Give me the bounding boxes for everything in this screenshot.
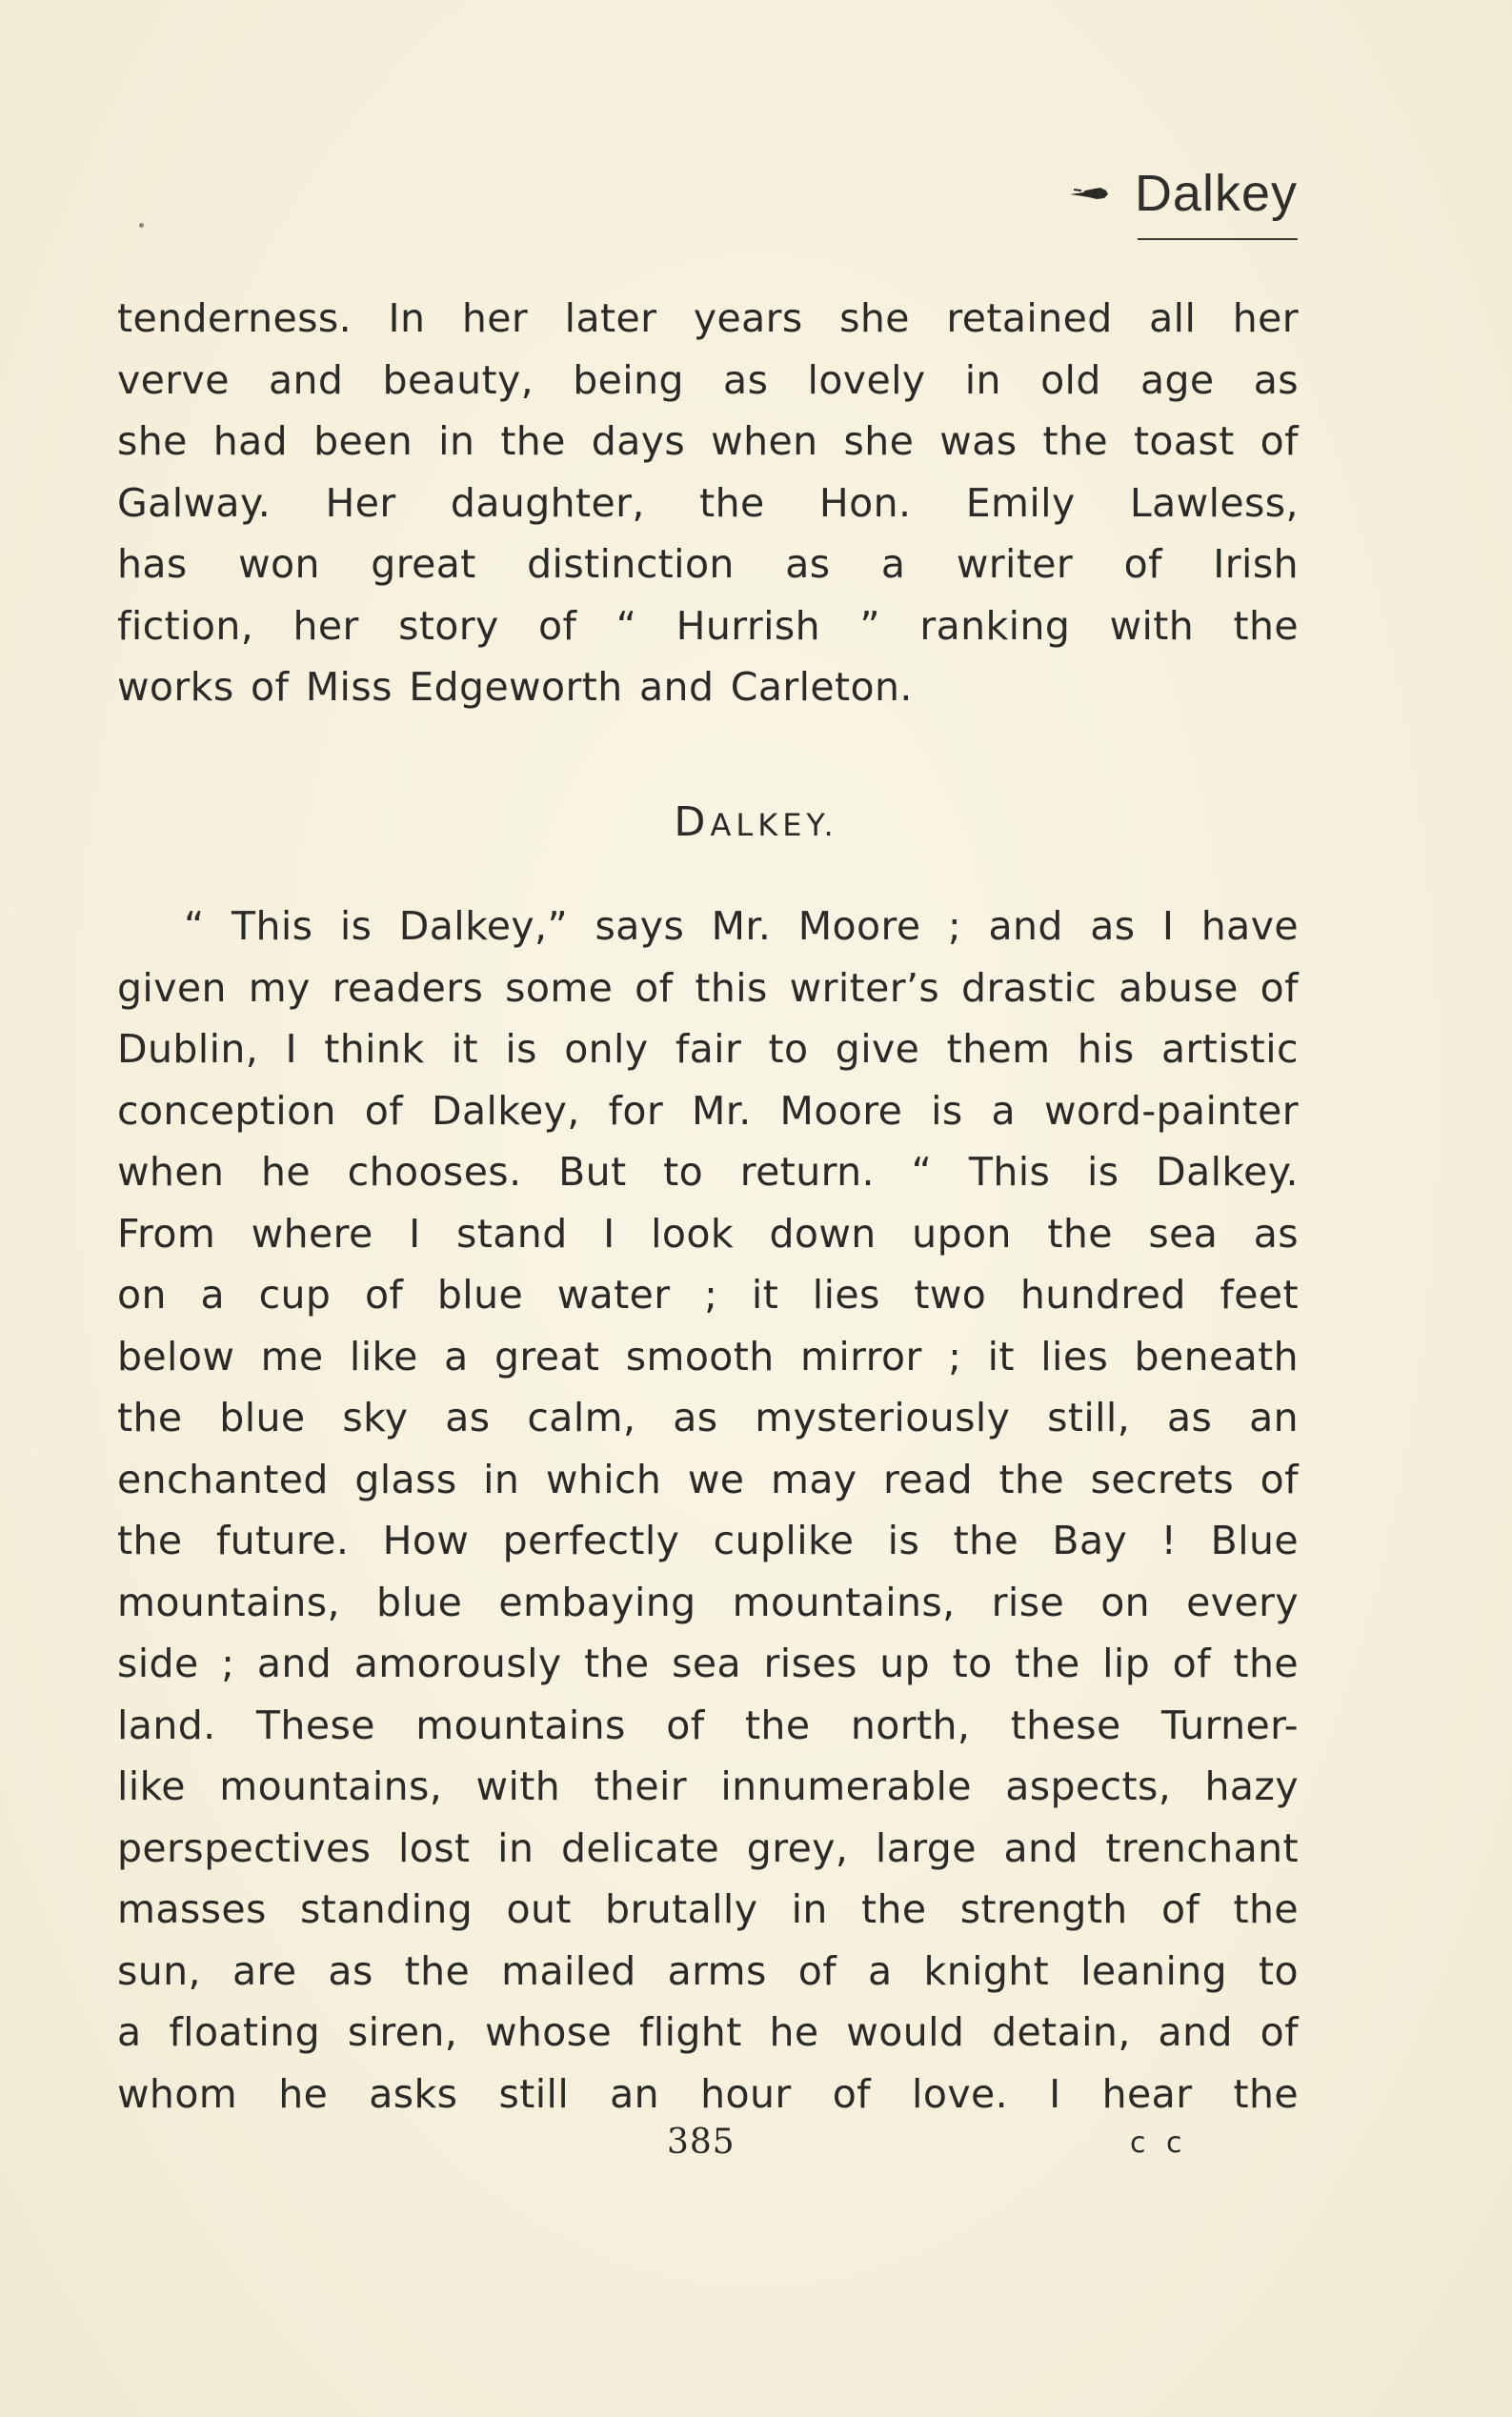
text-line: From where I stand I look down upon the sea as (117, 1210, 1299, 1257)
paragraph-continued (117, 288, 1299, 718)
text-line: a floating siren, whose flight he would detain, and of (117, 2009, 1299, 2055)
page-footer (0, 2123, 1512, 2180)
text-line: mountains, blue embaying mountains, rise on every (117, 1579, 1299, 1625)
text-line: like mountains, with their innumerable aspects, hazy (117, 1763, 1299, 1809)
text-line: conception of Dalkey, for Mr. Moore is a word-painter (117, 1087, 1299, 1134)
section-heading (0, 798, 1512, 846)
text-line: on a cup of blue water ; it lies two hundred feet (117, 1272, 1299, 1318)
text-line: side ; and amorously the sea rises up to the lip of the (117, 1641, 1299, 1686)
text-line: the future. How perfectly cuplike is the Bay ! Blue (117, 1518, 1299, 1563)
page-number: 385 (667, 2123, 736, 2162)
running-title: Dalkey (1134, 165, 1298, 222)
text-line: land. These mountains of the north, these Turner- (117, 1702, 1299, 1748)
text-line: the blue sky as calm, as mysteriously still, as an (117, 1395, 1299, 1440)
running-head (1068, 164, 1298, 223)
pointing-hand-icon (1068, 182, 1110, 205)
text-line: Dublin, I think it is only fair to give them his artistic (117, 1026, 1299, 1072)
header-rule (1138, 238, 1298, 240)
text-line: perspectives lost in delicate grey, large and trenchant (117, 1824, 1299, 1871)
text-line: Galway. Her daughter, the Hon. Emily Lawless, (117, 479, 1299, 526)
text-line: she had been in the days when she was the toast of (117, 418, 1299, 464)
paragraph-dalkey (117, 896, 1299, 2125)
text-line: given my readers some of this writer’s drastic abuse of (117, 964, 1299, 1011)
text-line: “ This is Dalkey,” says Mr. Moore ; and as I have (184, 903, 1299, 949)
text-line: fiction, her story of “ Hurrish ” ranking with the (117, 602, 1299, 649)
text-line: has won great distinction as a writer of Irish (117, 541, 1299, 587)
text-line: verve and beauty, being as lovely in old age as (117, 356, 1299, 403)
heading-initial: D (674, 798, 711, 846)
text-line: when he chooses. But to return. “ This is Dalkey. (117, 1149, 1299, 1195)
text-line: enchanted glass in which we may read the secrets of (117, 1456, 1299, 1502)
signature-mark: c c (1130, 2126, 1188, 2160)
text-line: below me like a great smooth mirror ; it lies beneath (117, 1333, 1299, 1380)
text-line: tenderness. In her later years she retained all her (117, 295, 1299, 341)
text-line: whom he asks still an hour of love. I hear the (117, 2070, 1299, 2117)
ink-speck (139, 223, 144, 228)
text-line: sun, are as the mailed arms of a knight leaning to (117, 1947, 1299, 1994)
heading-small-caps: ALKEY. (710, 807, 838, 843)
text-line: works of Miss Edgeworth and Carleton. (117, 664, 913, 710)
text-line: masses standing out brutally in the strength of the (117, 1886, 1299, 1932)
